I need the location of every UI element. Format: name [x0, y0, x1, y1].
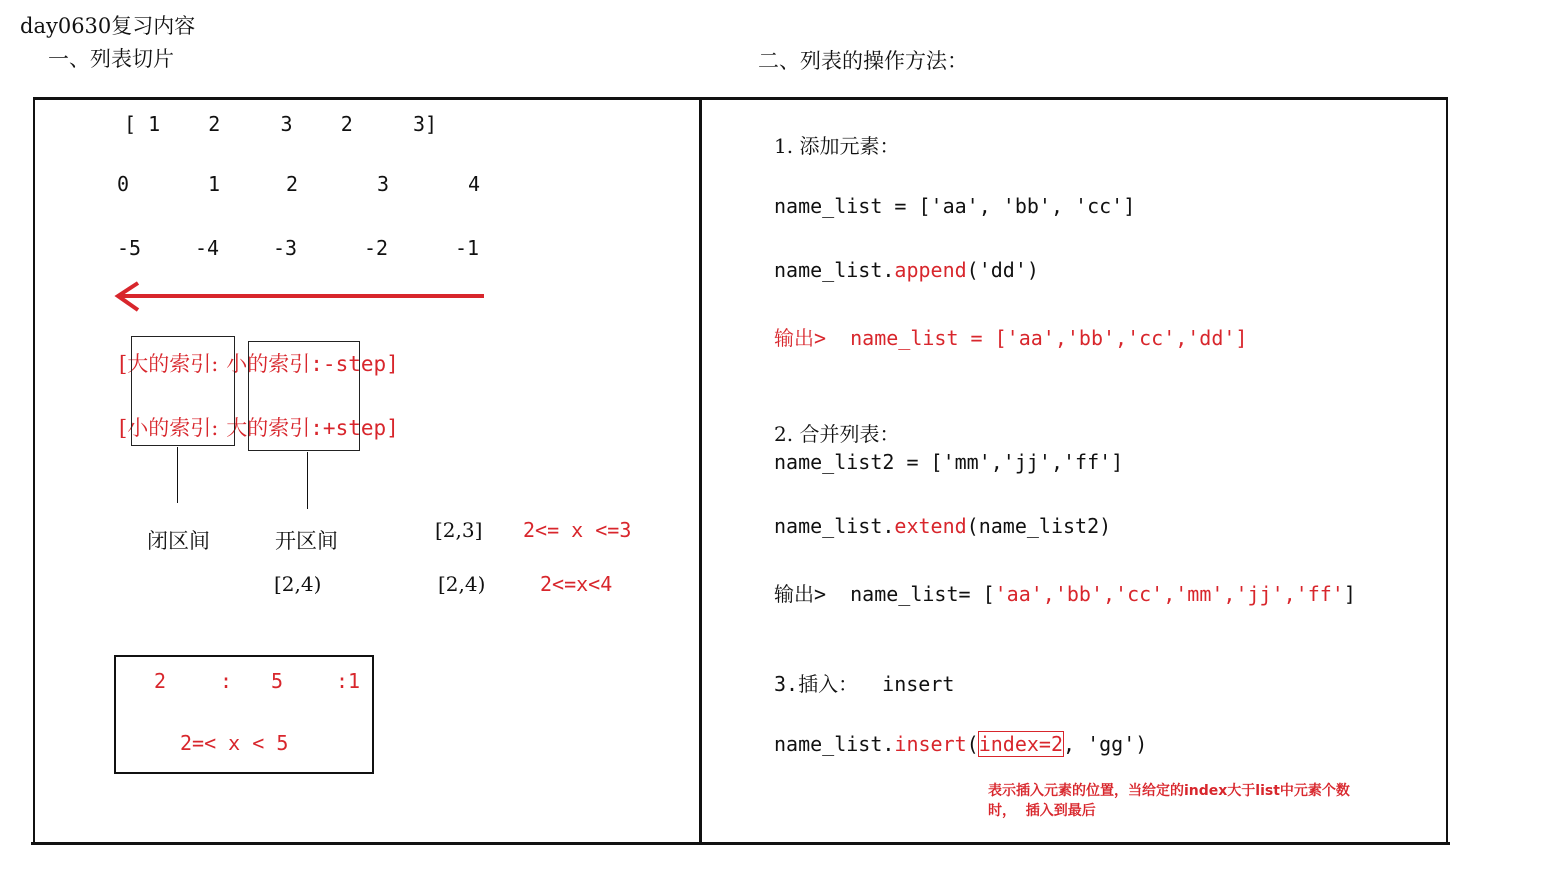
closed-interval-label: 闭区间 — [147, 529, 210, 553]
left-arrow-icon — [110, 280, 490, 316]
example1-interval: [2,3] — [435, 518, 483, 542]
frame-bottom — [31, 842, 1450, 845]
slice-example-box — [114, 655, 374, 774]
slice-start: 2 — [154, 669, 167, 693]
half-open-example: [2,4) — [274, 572, 322, 596]
pos-index-0: 0 — [117, 172, 130, 196]
slice-range-expr: 2=< x < 5 — [180, 731, 289, 755]
add-output: 输出> name_list = ['aa','bb','cc','dd'] — [774, 326, 1248, 350]
closed-connector — [177, 447, 178, 503]
merge-code-extend: name_list.extend(name_list2) — [774, 514, 1112, 538]
add-title: 1. 添加元素： — [774, 134, 900, 158]
open-stop-box — [248, 341, 360, 451]
insert-note-line1: 表示插入元素的位置，当给定的index大于list中元素个数 — [988, 783, 1350, 799]
example2-interval: [2,4) — [438, 572, 486, 596]
frame-divider — [699, 97, 702, 844]
pos-index-1: 1 — [208, 172, 221, 196]
slice-step: :1 — [336, 669, 361, 693]
frame-right — [1446, 97, 1448, 844]
insert-index-arg: index=2 — [978, 732, 1064, 756]
neg-index-0: -5 — [117, 236, 142, 260]
closed-start-box — [131, 336, 235, 446]
left-heading: 一、列表切片 — [48, 47, 174, 71]
page-title: day0630复习内容 — [20, 14, 196, 38]
insert-title: 3.插入： insert — [774, 672, 955, 696]
right-heading: 二、列表的操作方法： — [758, 49, 968, 73]
neg-index-1: -4 — [195, 236, 220, 260]
frame-left — [33, 97, 35, 844]
add-code-append: name_list.append('dd') — [774, 258, 1039, 282]
frame-top — [33, 97, 1447, 100]
rule-forward: [小的索引: 大的索引:+step] — [119, 416, 399, 440]
rule-reverse: [大的索引: 小的索引:-step] — [119, 352, 399, 376]
example2-expr: 2<=x<4 — [540, 572, 613, 596]
example1-expr: 2<= x <=3 — [523, 518, 632, 542]
neg-index-3: -2 — [364, 236, 389, 260]
add-code-init: name_list = ['aa', 'bb', 'cc'] — [774, 194, 1136, 218]
pos-index-4: 4 — [468, 172, 481, 196]
pos-index-2: 2 — [286, 172, 299, 196]
slice-stop: 5 — [271, 669, 284, 693]
list-literal: [ 1 2 3 2 3] — [124, 112, 438, 136]
pos-index-3: 3 — [377, 172, 390, 196]
slice-colon: : — [220, 669, 233, 693]
open-connector — [307, 452, 308, 509]
neg-index-2: -3 — [273, 236, 298, 260]
neg-index-4: -1 — [455, 236, 480, 260]
insert-note-line2: 时， 插入到最后 — [988, 803, 1096, 819]
insert-code: name_list.insert(index=2, 'gg') — [774, 732, 1148, 756]
merge-code-init: name_list2 = ['mm','jj','ff'] — [774, 450, 1124, 474]
open-interval-label: 开区间 — [275, 529, 338, 553]
merge-output: 输出> name_list= ['aa','bb','cc','mm','jj','ff'] — [774, 582, 1356, 606]
merge-title: 2. 合并列表： — [774, 422, 900, 446]
